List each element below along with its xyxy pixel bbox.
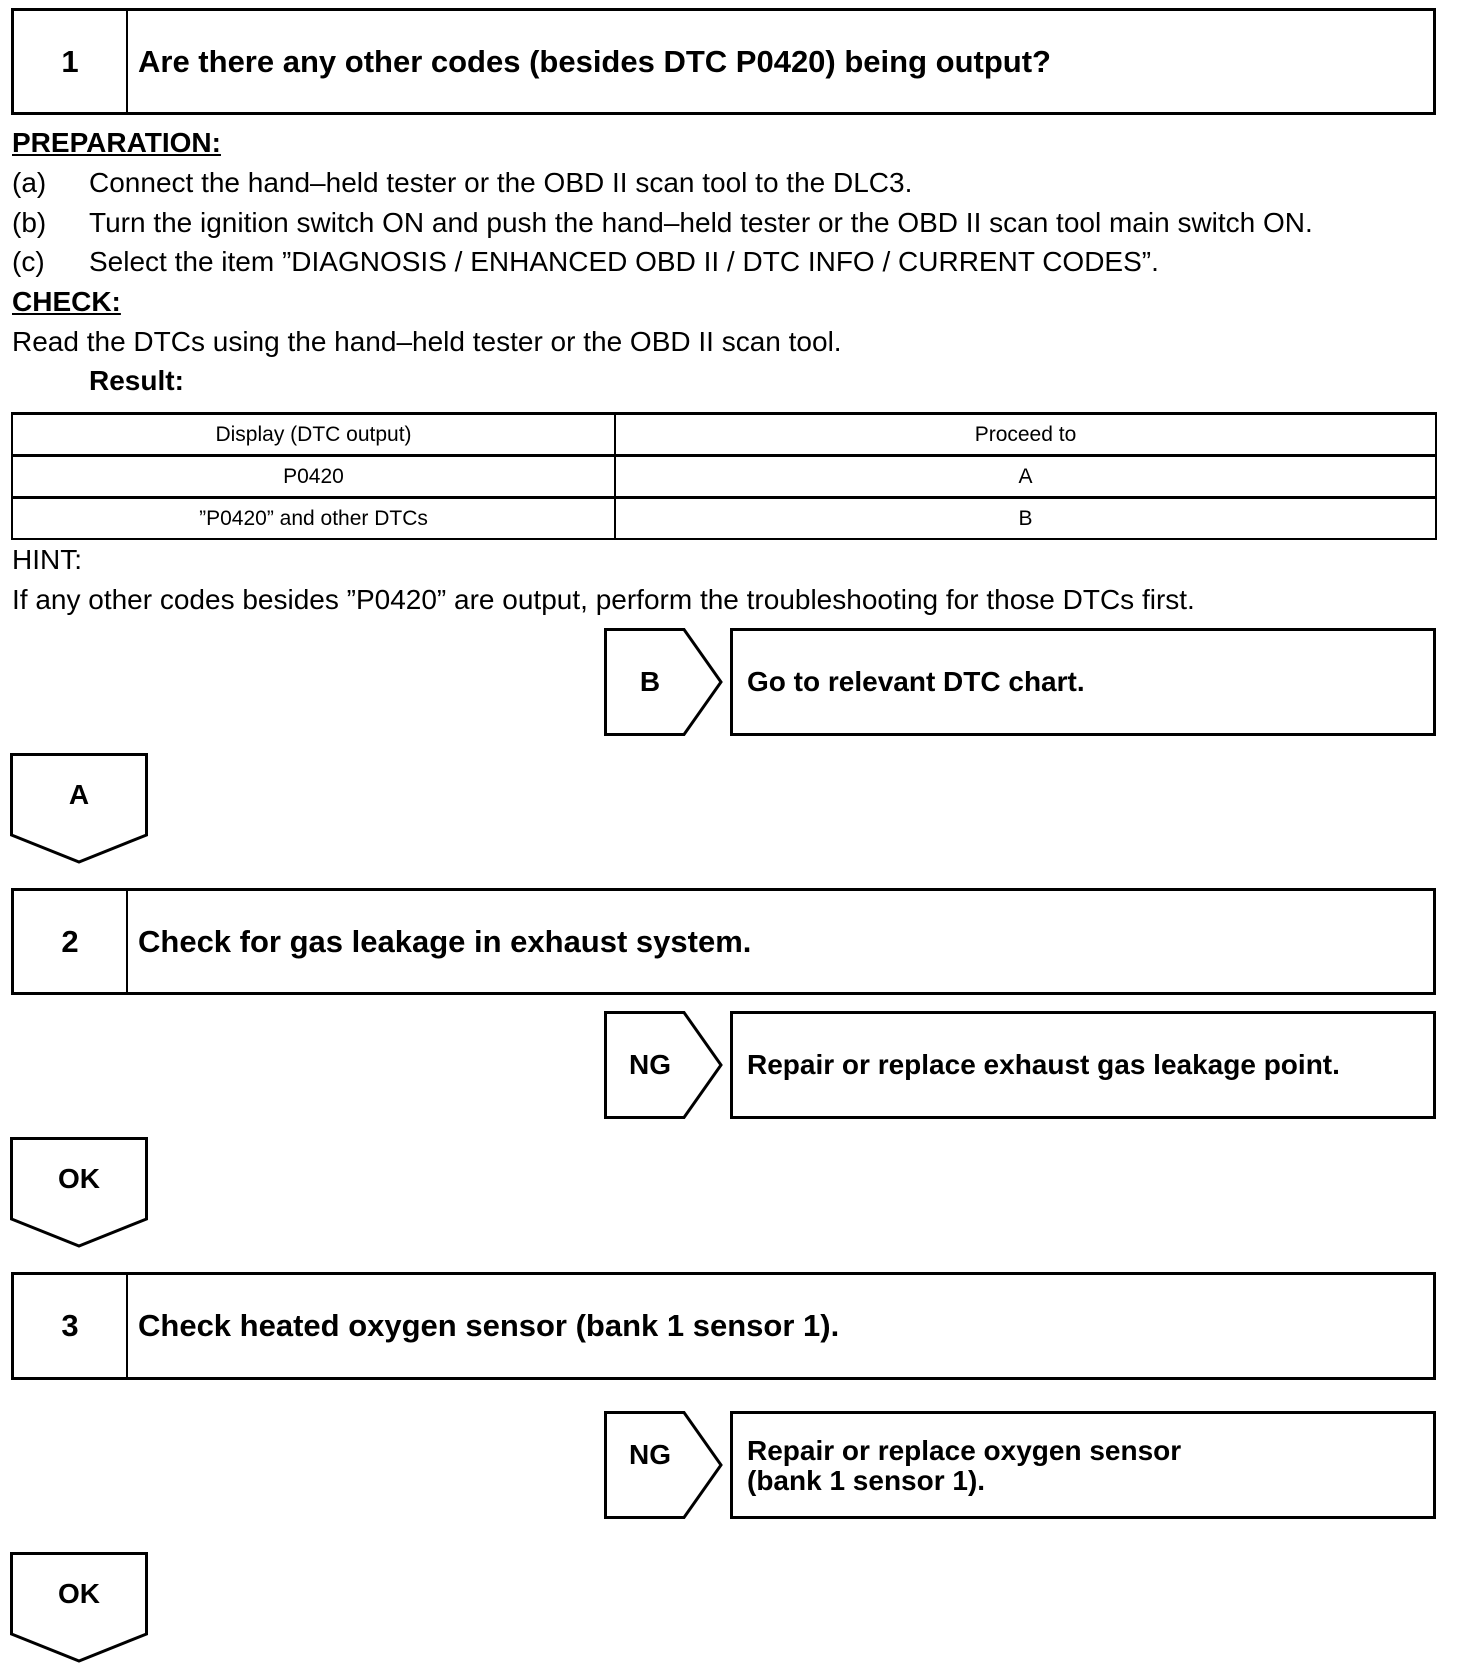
check-heading: CHECK: [12, 286, 121, 317]
preparation-item [12, 207, 1313, 239]
item-text: Turn the ignition switch ON and push the hand–held tester or the OBD II scan tool main switch ON. [89, 207, 1313, 238]
arrow-ok-1 [10, 1137, 148, 1249]
arrow-a [10, 753, 148, 865]
hint-label: HINT: [12, 544, 82, 575]
table-header-row [12, 414, 1436, 456]
step-number: 1 [14, 11, 128, 112]
step-title: Are there any other codes (besides DTC P0420) being output? [138, 43, 1051, 79]
result-table [11, 412, 1437, 540]
arrow-label: A [68, 779, 90, 810]
arrow-label: OK [58, 1578, 100, 1609]
step-3-box [11, 1272, 1436, 1380]
branch-b-action-box [730, 628, 1436, 736]
branch-ng-1-action-box [730, 1011, 1436, 1119]
table-cell: ”P0420” and other DTCs [12, 498, 615, 540]
action-text-line: Repair or replace oxygen sensor [747, 1435, 1182, 1466]
preparation-heading: PREPARATION: [12, 127, 221, 158]
preparation-item [12, 167, 912, 199]
arrow-ok-2 [10, 1552, 148, 1664]
step-1-box [11, 8, 1436, 115]
preparation-item [12, 246, 1159, 278]
action-text [747, 1414, 1423, 1516]
branch-b-arrow [604, 628, 724, 736]
branch-ng-2-arrow [604, 1411, 724, 1519]
result-label: Result: [89, 365, 184, 396]
table-header: Proceed to [615, 414, 1436, 456]
table-cell: P0420 [12, 456, 615, 498]
table-row [12, 456, 1436, 498]
branch-label: B [639, 666, 661, 697]
hint-text: If any other codes besides ”P0420” are output, perform the troubleshooting for those DTCs first. [12, 584, 1195, 615]
arrow-label: OK [58, 1163, 100, 1194]
branch-label: NG [629, 1439, 671, 1470]
step-title: Check heated oxygen sensor (bank 1 sensor 1). [138, 1308, 840, 1343]
action-text: Repair or replace exhaust gas leakage point. [747, 1049, 1340, 1080]
branch-label: NG [629, 1049, 671, 1080]
table-cell: B [615, 498, 1436, 540]
check-text: Read the DTCs using the hand–held tester or the OBD II scan tool. [12, 326, 842, 357]
item-label: (b) [12, 207, 47, 238]
item-label: (a) [12, 167, 47, 198]
step-title: Check for gas leakage in exhaust system. [138, 923, 752, 959]
table-cell: A [615, 456, 1436, 498]
item-text: Select the item ”DIAGNOSIS / ENHANCED OBD II / DTC INFO / CURRENT CODES”. [89, 246, 1159, 277]
step-2-box [11, 888, 1436, 995]
step-number: 3 [14, 1275, 128, 1377]
action-text-line: (bank 1 sensor 1). [747, 1465, 986, 1496]
table-row [12, 498, 1436, 540]
item-text: Connect the hand–held tester or the OBD II scan tool to the DLC3. [89, 167, 913, 198]
step-number: 2 [14, 891, 128, 992]
item-label: (c) [12, 246, 45, 277]
branch-ng-2-action-box [730, 1411, 1436, 1519]
action-text: Go to relevant DTC chart. [747, 666, 1085, 697]
table-header: Display (DTC output) [12, 414, 615, 456]
branch-ng-1-arrow [604, 1011, 724, 1119]
